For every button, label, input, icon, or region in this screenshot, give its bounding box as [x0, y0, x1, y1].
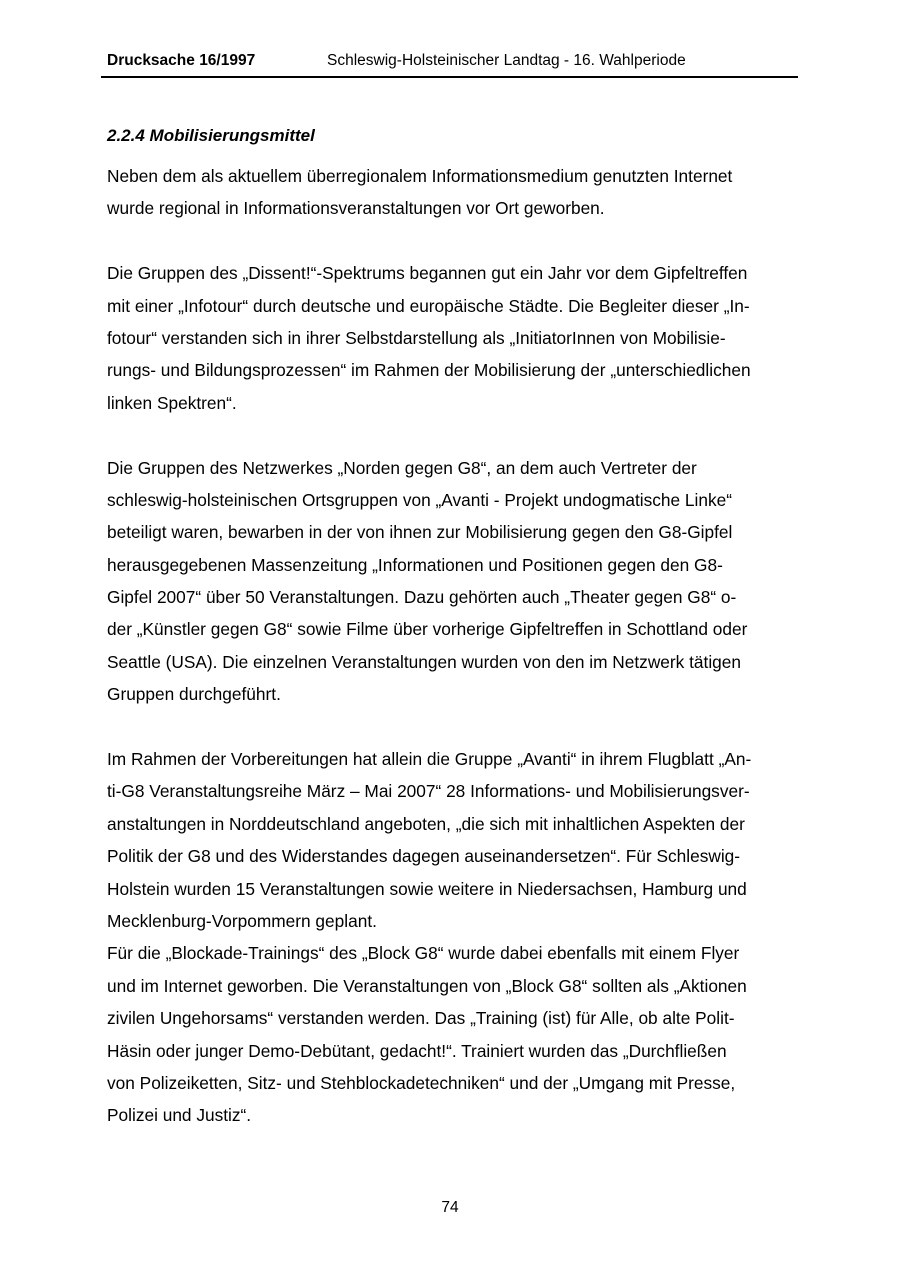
text-line: mit einer „Infotour“ durch deutsche und europäische Städte. Die Begleiter dieser „In-: [107, 295, 750, 316]
paragraph: [107, 257, 807, 419]
text-line: fotour“ verstanden sich in ihrer Selbstdarstellung als „InitiatorInnen von Mobilisie-: [107, 327, 726, 348]
paragraph: [107, 452, 807, 711]
text-line: Seattle (USA). Die einzelnen Veranstaltungen wurden von den im Netzwerk tätigen: [107, 651, 741, 672]
text-line: Im Rahmen der Vorbereitungen hat allein die Gruppe „Avanti“ in ihrem Flugblatt „An-: [107, 749, 752, 770]
paragraph-spacer: [107, 711, 807, 743]
text-line: und im Internet geworben. Die Veranstaltungen von „Block G8“ sollten als „Aktionen: [107, 975, 747, 996]
text-line: anstaltungen in Norddeutschland angeboten, „die sich mit inhaltlichen Aspekten der: [107, 813, 745, 834]
text-line: Die Gruppen des „Dissent!“-Spektrums begannen gut ein Jahr vor dem Gipfeltreffen: [107, 263, 748, 284]
text-line: der „Künstler gegen G8“ sowie Filme über vorherige Gipfeltreffen in Schottland oder: [107, 619, 748, 640]
text-line: Neben dem als aktuellem überregionalem Informationsmedium genutzten Internet: [107, 166, 733, 186]
text-line: Gipfel 2007“ über 50 Veranstaltungen. Dazu gehörten auch „Theater gegen G8“ o-: [107, 587, 737, 608]
page-number: 74: [441, 1199, 459, 1216]
body-text: [107, 160, 807, 1132]
text-line: Für die „Blockade-Trainings“ des „Block G8“ wurde dabei ebenfalls mit einem Flyer: [107, 943, 740, 964]
text-line: beteiligt waren, bewarben in der von ihnen zur Mobilisierung gegen den G8-Gipfel: [107, 522, 733, 543]
paragraph: [107, 743, 807, 1132]
paragraph-spacer: [107, 225, 807, 257]
text-line: Die Gruppen des Netzwerkes „Norden gegen G8“, an dem auch Vertreter der: [107, 457, 697, 478]
text-line: Mecklenburg-Vorpommern geplant.: [107, 910, 377, 931]
section-heading: 2.2.4 Mobilisierungsmittel: [107, 126, 315, 145]
text-line: Häsin oder junger Demo-Debütant, gedacht!“. Trainiert wurden das „Durchfließen: [107, 1040, 727, 1061]
text-line: rungs- und Bildungsprozessen“ im Rahmen der Mobilisierung der „unterschiedlichen: [107, 360, 751, 381]
text-line: schleswig-holsteinischen Ortsgruppen von „Avanti - Projekt undogmatische Linke“: [107, 489, 733, 510]
text-line: Polizei und Justiz“.: [107, 1105, 252, 1126]
text-line: von Polizeiketten, Sitz- und Stehblockadetechniken“ und der „Umgang mit Presse,: [107, 1072, 736, 1093]
paragraph: [107, 160, 807, 225]
page-header: [101, 52, 798, 78]
document-title: Schleswig-Holsteinischer Landtag - 16. Wahlperiode: [327, 52, 686, 69]
text-line: Gruppen durchgeführt.: [107, 684, 281, 705]
text-line: herausgegebenen Massenzeitung „Informationen und Positionen gegen den G8-: [107, 554, 723, 575]
text-line: Politik der G8 und des Widerstandes dagegen auseinandersetzen“. Für Schleswig-: [107, 846, 741, 867]
text-line: linken Spektren“.: [107, 392, 237, 413]
text-line: ti-G8 Veranstaltungsreihe März – Mai 2007“ 28 Informations- und Mobilisierungsver-: [107, 781, 750, 802]
text-line: zivilen Ungehorsams“ verstanden werden. Das „Training (ist) für Alle, ob alte Polit-: [107, 1008, 735, 1029]
text-line: Holstein wurden 15 Veranstaltungen sowie weitere in Niedersachsen, Hamburg und: [107, 878, 747, 899]
document-number: Drucksache 16/1997: [107, 52, 256, 69]
text-line: wurde regional in Informationsveranstaltungen vor Ort geworben.: [107, 198, 605, 219]
paragraph-spacer: [107, 419, 807, 451]
